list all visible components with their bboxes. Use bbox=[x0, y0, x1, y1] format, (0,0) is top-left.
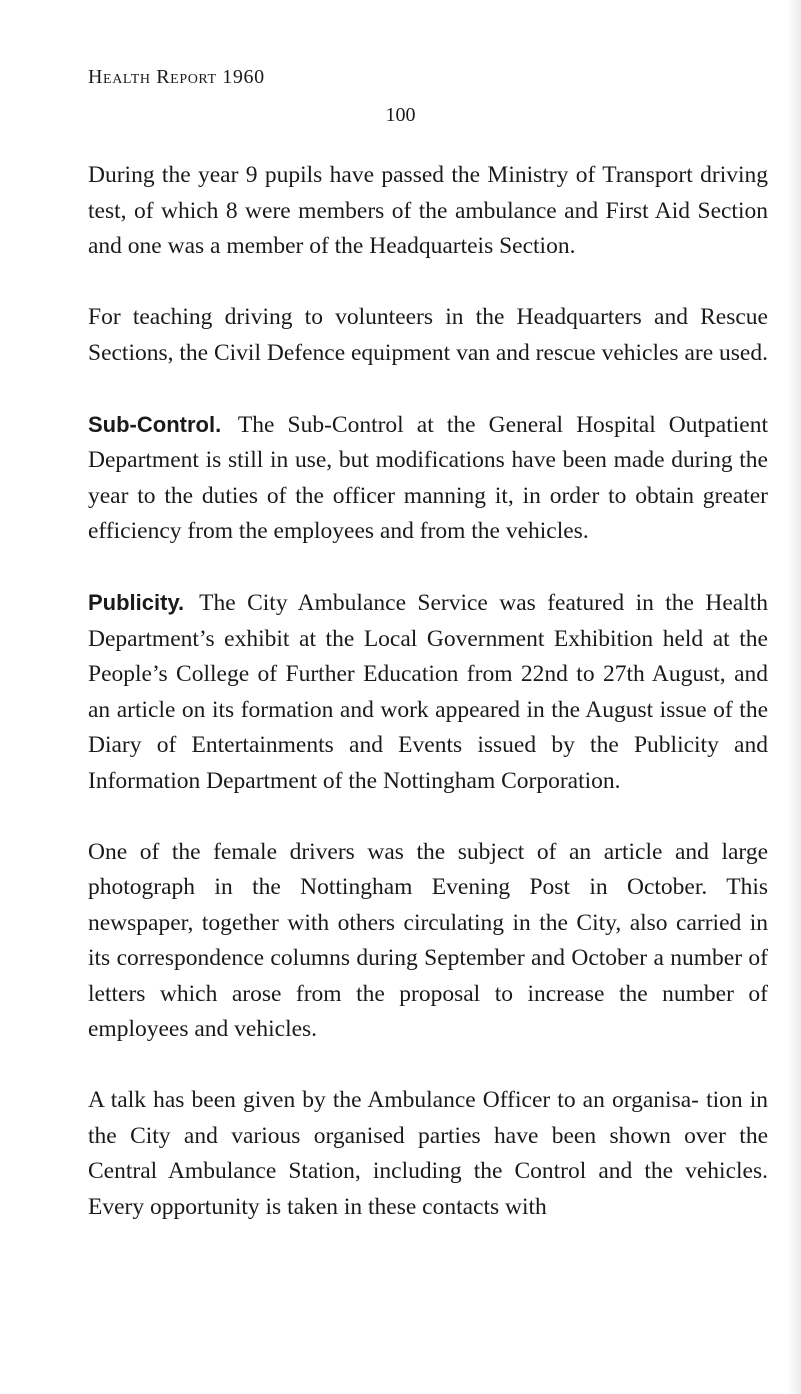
paragraph-female-drivers bbox=[88, 835, 768, 1048]
paragraph-sub-control bbox=[88, 407, 768, 550]
running-head: Health Report 1960 bbox=[88, 66, 265, 88]
page-edge-shadow bbox=[787, 0, 801, 1394]
paragraph-text: The City Ambulance Service was featured in the Health Department’s exhibit at the Local Government Exhibition held at the People’s College of Further Education from 22nd to 27th August, and an article on its formation and work appeared in the August issue of the Diary of Entertainments and Events issued by the Publicity and Information Department of the Nottingham Corporation. bbox=[88, 590, 769, 794]
paragraph-driving-test bbox=[88, 158, 768, 265]
paragraph-text: The Sub-Control at the General Hospital Outpatient Department is still in use, but modifications have been made during the year to the duties of the officer manning it, in order to obtain greater efficiency from the employees and from the vehicles. bbox=[88, 411, 769, 544]
paragraph-teaching-driving bbox=[88, 300, 768, 371]
paragraph-publicity bbox=[88, 585, 768, 799]
page-number: 100 bbox=[385, 104, 416, 126]
paragraph-text: A talk has been given by the Ambulance Officer to an organisa- tion in the City and various organised parties have been shown over the Central Ambulance Station, including the Control and the vehicles. Every opportunity is taken in these contacts with bbox=[88, 1087, 768, 1220]
paragraph-text: One of the female drivers was the subject of an article and large photograph in the Nottingham Evening Post in October. This newspaper, together with others circulating in the City, also carried in its correspondence columns during September and October a number of letters which arose from the proposal to increase the number of employees and vehicles. bbox=[88, 838, 768, 1042]
paragraph-text: During the year 9 pupils have passed the Ministry of Transport driving test, of which 8 were members of the ambulance and First Aid Section and one was a member of the Headquarteis Section. bbox=[88, 162, 768, 259]
body-text bbox=[88, 158, 768, 1225]
paragraph-text: For teaching driving to volunteers in the Headquarters and Rescue Sections, the Civil Defence equipment van and rescue vehicles are used. bbox=[88, 304, 768, 366]
section-heading-publicity: Publicity. bbox=[88, 590, 185, 615]
section-heading-sub-control: Sub-Control. bbox=[88, 411, 222, 437]
paragraph-ambulance-talk bbox=[88, 1083, 768, 1225]
